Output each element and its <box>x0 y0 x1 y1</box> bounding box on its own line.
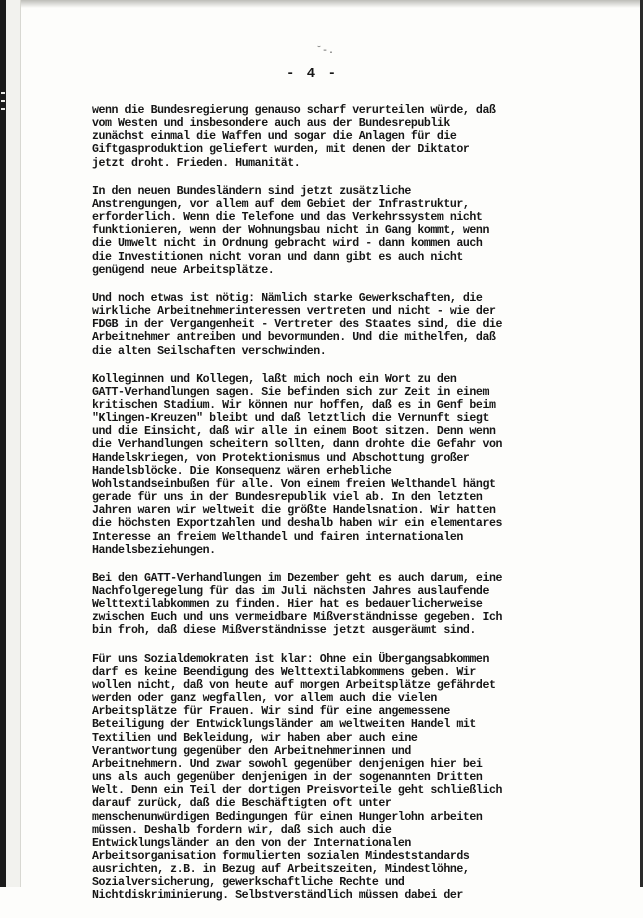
scan-speck: ˘-. <box>316 46 335 57</box>
text-line: Handelsbeziehungen. <box>92 543 216 557</box>
text-line: zwischen Euch und uns vermeidbare Mißverständnisse gegeben. Ich <box>92 611 502 625</box>
text-line: uns als auch gegenüber denjenigen in der sogenannten Dritten <box>92 771 483 785</box>
perforation-mark <box>1 100 5 102</box>
scan-top-shadow <box>0 0 643 8</box>
text-line: Verantwortung gegenüber den Arbeitnehmerinnen und <box>92 744 411 758</box>
text-line: "Klingen-Kreuzen" bleibt und daß letztlich die Vernunft siegt <box>92 412 489 426</box>
body-paragraph <box>92 572 562 638</box>
perforation-mark <box>1 108 5 110</box>
page-number: - 4 - <box>286 66 339 82</box>
text-line: GATT-Verhandlungen sagen. Sie befinden sich zur Zeit in einem <box>92 385 489 399</box>
text-line: Handelskriegen, von Protektionismus und Abschottung großer <box>92 451 470 465</box>
text-line: Arbeitsorganisation formulierten sozialen Mindeststandards <box>92 849 470 863</box>
text-line: die alten Seilschaften verschwinden. <box>92 344 327 358</box>
body-paragraph <box>92 185 562 277</box>
text-line: Wohlstandseinbußen für alle. Von einem freien Welthandel hängt <box>92 477 496 491</box>
text-line: die höchsten Exportzahlen und deshalb haben wir ein elementares <box>92 517 502 531</box>
text-line: bin froh, daß diese Mißverständnisse jetzt ausgeräumt sind. <box>92 624 476 638</box>
text-line: wollen nicht, daß von heute auf morgen Arbeitsplätze gefährdet <box>92 678 496 692</box>
text-line: die Investitionen nicht voran und dann gibt es auch nicht <box>92 250 463 264</box>
text-line: Sozialversicherung, gewerkschaftliche Rechte und <box>92 876 405 890</box>
text-line: jetzt droht. Frieden. Humanität. <box>92 156 301 170</box>
perforation-mark <box>1 92 5 94</box>
text-line: Handelsblöcke. Die Konsequenz wären erhebliche <box>92 464 392 478</box>
text-line: vom Westen und insbesondere auch aus der Bundesrepublik <box>92 117 450 131</box>
text-line: Beteiligung der Entwicklungsländer am weltweiten Handel mit <box>92 718 476 732</box>
scan-left-margin <box>6 0 21 887</box>
document-body <box>92 104 562 918</box>
text-line: kritischen Stadium. Wir können nur hoffen, daß es in Genf beim <box>92 398 496 412</box>
text-line: Nachfolgeregelung für das im Juli nächsten Jahres auslaufende <box>92 585 489 598</box>
text-line: Kolleginnen und Kollegen, laßt mich noch ein Wort zu den <box>92 372 457 386</box>
text-line: genügend neue Arbeitsplätze. <box>92 263 275 277</box>
text-line: menschenunwürdigen Bedingungen für einen Hungerlohn arbeiten <box>92 810 483 824</box>
body-paragraph <box>92 373 562 557</box>
text-line: und die Einsicht, daß wir alle in einem Boot sitzen. Denn wenn <box>92 425 496 439</box>
text-line: Und noch etwas ist nötig: Nämlich starke Gewerkschaften, die <box>92 291 483 305</box>
text-line: Arbeitnehmer antreiben und bevormunden. Und die mithelfen, daß <box>92 331 496 345</box>
text-line: Bei den GATT-Verhandlungen im Dezember geht es auch darum, eine <box>92 571 502 585</box>
text-line: die Verhandlungen scheitern sollten, dann drohte die Gefahr von <box>92 438 502 452</box>
text-line: In den neuen Bundesländern sind jetzt zusätzliche <box>92 184 411 198</box>
text-line: Interesse an freiem Welthandel und fairen internationalen <box>92 530 463 544</box>
text-line: Arbeitnehmern. Und zwar sowohl gegenüber denjenigen hier bei <box>92 757 483 771</box>
text-line: Arbeitsplätze für Frauen. Wir sind für eine angemessene <box>92 705 450 719</box>
text-line: wirkliche Arbeitnehmerinteressen vertreten und nicht - wie der <box>92 305 496 319</box>
text-line: darf es keine Beendigung des Welttextilabkommens geben. Wir <box>92 665 476 679</box>
text-line: FDGB in der Vergangenheit - Vertreter des Staates sind, die die <box>92 318 502 332</box>
text-line: erforderlich. Wenn die Telefone und das Verkehrssystem nicht <box>92 211 483 225</box>
text-line: Anstrengungen, vor allem auf dem Gebiet der Infrastruktur, <box>92 197 470 211</box>
text-line: funktionieren, wenn der Wohnungsbau nicht in Gang kommt, wenn <box>92 224 489 238</box>
text-line: zunächst einmal die Waffen und sogar die Anlagen für die <box>92 130 457 144</box>
text-line: werden oder ganz wegfallen, vor allem auch die vielen <box>92 692 437 706</box>
text-line: müssen. Deshalb fordern wir, daß sich auch die <box>92 823 392 837</box>
body-paragraph <box>92 653 562 903</box>
body-paragraph <box>92 104 562 170</box>
text-line: Jahren waren wir weltweit die größte Handelsnation. Wir hatten <box>92 504 496 518</box>
text-line: gerade für uns in der Bundesrepublik viel ab. In den letzten <box>92 491 483 505</box>
text-line: Giftgasproduktion geliefert wurden, mit denen der Diktator <box>92 143 470 157</box>
text-line: Welttextilabkommen zu finden. Hier hat es bedauerlicherweise <box>92 598 483 612</box>
text-line: Nichtdiskriminierung. Selbstverständlich müssen dabei der <box>92 889 463 903</box>
text-line: Entwicklungsländer an den von der Internationalen <box>92 836 411 850</box>
text-line: ausrichten, z.B. in Bezug auf Arbeitszeiten, Mindestlöhne, <box>92 863 470 877</box>
text-line: Textilien und Bekleidung, wir haben aber auch eine <box>92 731 418 745</box>
text-line: wenn die Bundesregierung genauso scharf verurteilen würde, daß <box>92 104 496 117</box>
text-line: darauf zurück, daß die Beschäftigten oft unter <box>92 797 392 811</box>
text-line: Für uns Sozialdemokraten ist klar: Ohne ein Übergangsabkommen <box>92 652 489 666</box>
body-paragraph <box>92 292 562 358</box>
text-line: die Umwelt nicht in Ordnung gebracht wird - dann kommen auch <box>92 237 483 251</box>
text-line: Welt. Denn ein Teil der dortigen Preisvorteile geht schließlich <box>92 784 502 798</box>
